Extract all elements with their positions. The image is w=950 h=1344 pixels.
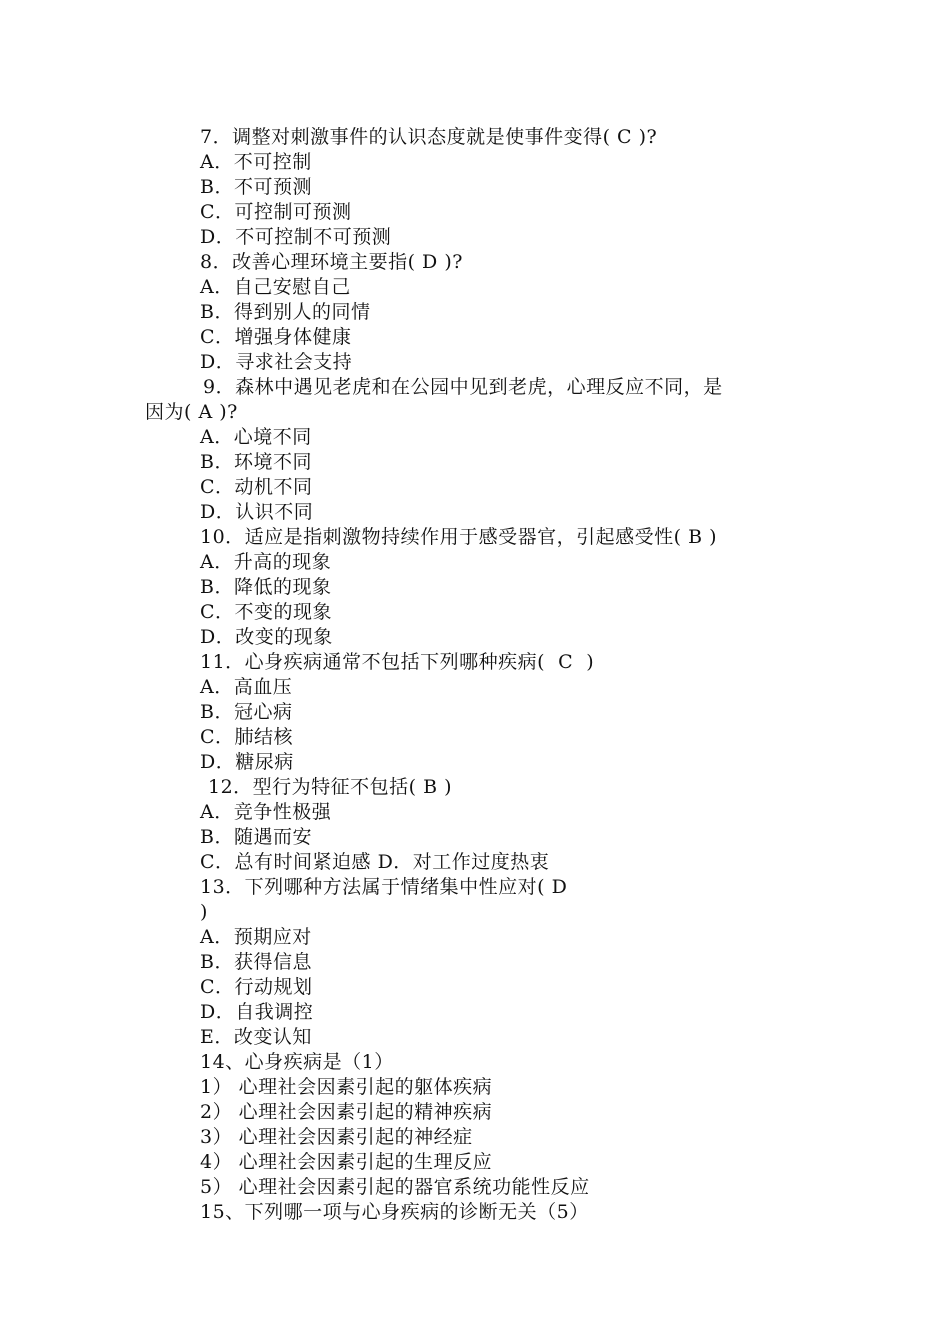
option-d: D．寻求社会支持 — [200, 351, 353, 373]
option-a: A．自己安慰自己 — [200, 276, 351, 298]
option-c-d: C．总有时间紧迫感 D．对工作过度热衷 — [200, 851, 550, 873]
question-14: 14、心身疾病是（1） — [200, 1051, 394, 1073]
option-d: D．糖尿病 — [200, 751, 294, 773]
option-3: 3） 心理社会因素引起的神经症 — [200, 1126, 473, 1148]
question-12: 12．型行为特征不包括( B ) — [208, 776, 453, 798]
option-b: B．环境不同 — [200, 451, 312, 473]
option-b: B．得到别人的同情 — [200, 301, 371, 323]
option-b: B．降低的现象 — [200, 576, 332, 598]
option-d: D．改变的现象 — [200, 626, 333, 648]
option-1: 1） 心理社会因素引起的躯体疾病 — [200, 1076, 493, 1098]
question-9-continued: 因为( A )? — [145, 401, 238, 423]
option-a: A．不可控制 — [200, 151, 312, 173]
option-4: 4） 心理社会因素引起的生理反应 — [200, 1151, 493, 1173]
question-10: 10．适应是指刺激物持续作用于感受器官，引起感受性( B ) — [200, 526, 718, 548]
question-9: 9．森林中遇见老虎和在公园中见到老虎，心理反应不同，是 — [203, 376, 723, 398]
option-b: B．冠心病 — [200, 701, 293, 723]
option-b: B．获得信息 — [200, 951, 312, 973]
question-8: 8．改善心理环境主要指( D )? — [200, 251, 463, 273]
option-c: C．动机不同 — [200, 476, 313, 498]
option-c: C．增强身体健康 — [200, 326, 352, 348]
option-b: B．随遇而安 — [200, 826, 312, 848]
option-a: A．升高的现象 — [200, 551, 332, 573]
option-c: C．可控制可预测 — [200, 201, 352, 223]
option-b: B．不可预测 — [200, 176, 312, 198]
question-13-continued: ) — [200, 901, 208, 923]
option-c: C．肺结核 — [200, 726, 294, 748]
option-a: A．预期应对 — [200, 926, 312, 948]
question-15: 15、下列哪一项与心身疾病的诊断无关（5） — [200, 1201, 589, 1223]
option-a: A．高血压 — [200, 676, 293, 698]
option-c: C．行动规划 — [200, 976, 313, 998]
option-d: D．不可控制不可预测 — [200, 226, 392, 248]
option-e: E．改变认知 — [200, 1026, 312, 1048]
question-7: 7．调整对刺激事件的认识态度就是使事件变得( C )? — [200, 126, 658, 148]
question-11: 11．心身疾病通常不包括下列哪种疾病( C ) — [200, 651, 595, 673]
option-d: D．自我调控 — [200, 1001, 314, 1023]
option-c: C．不变的现象 — [200, 601, 333, 623]
option-a: A．心境不同 — [200, 426, 312, 448]
option-d: D．认识不同 — [200, 501, 314, 523]
option-2: 2） 心理社会因素引起的精神疾病 — [200, 1101, 493, 1123]
option-a: A．竞争性极强 — [200, 801, 332, 823]
question-13: 13．下列哪种方法属于情绪集中性应对( D — [200, 876, 568, 898]
option-5: 5） 心理社会因素引起的器官系统功能性反应 — [200, 1176, 590, 1198]
